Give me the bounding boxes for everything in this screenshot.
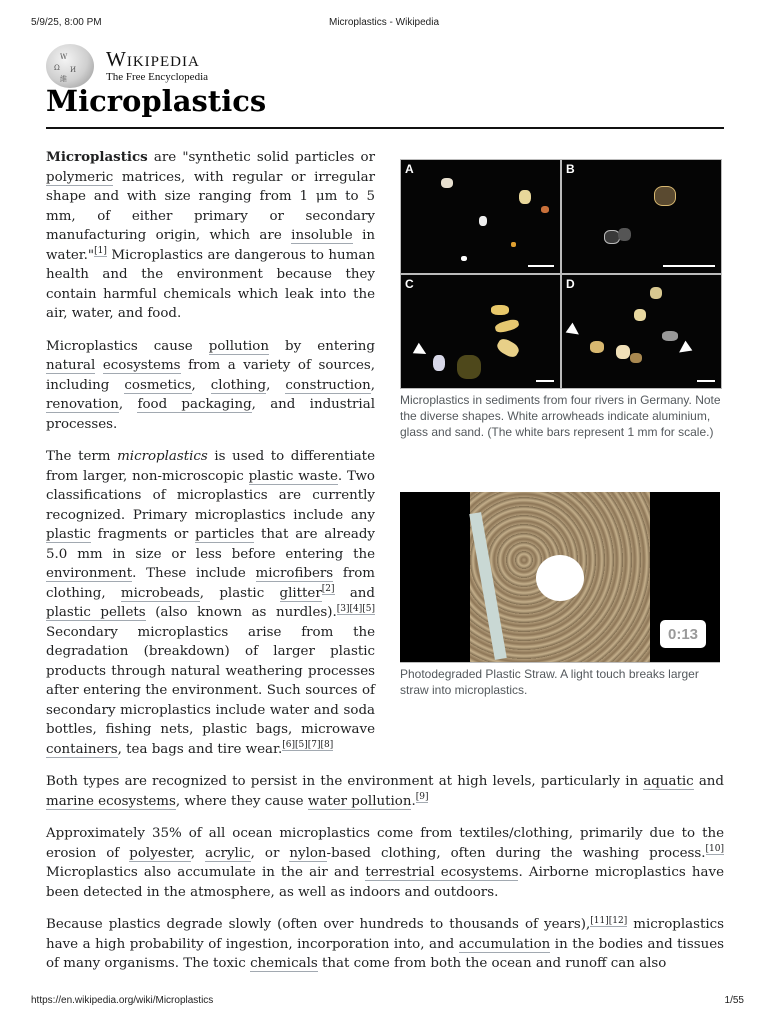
- link-ecosystems[interactable]: ecosystems: [102, 358, 181, 373]
- text: , tea bags and tire wear.: [117, 741, 283, 757]
- print-page-number: 1/55: [724, 995, 744, 1006]
- text: that are already 5.0 mm in size or less before entering the: [46, 527, 375, 562]
- microscopy-image[interactable]: [400, 159, 722, 389]
- bold-term: Microplastics: [46, 149, 148, 165]
- text: matrices, with regular or irregular shape and with size ranging from 1 μm to 5 mm, of either primary or secondary manufacturing origin, which are: [46, 169, 375, 243]
- link-particles[interactable]: particles: [195, 527, 255, 542]
- panel-a: [401, 160, 560, 273]
- link-aquatic[interactable]: aquatic: [643, 774, 694, 789]
- text: by entering: [268, 338, 376, 354]
- link-microbeads[interactable]: microbeads: [120, 585, 200, 601]
- print-header: [0, 17, 768, 31]
- paragraph-textiles: [46, 824, 724, 902]
- text: Microplastics are dangerous to human health and the environment because they contain harmful chemicals which leak into the air, water, and food.: [46, 247, 375, 321]
- link-water-pollution[interactable]: water pollution: [307, 793, 412, 809]
- ref-5[interactable]: [5]: [362, 603, 375, 614]
- link-acrylic[interactable]: acrylic: [205, 845, 251, 861]
- text: Because plastics degrade slowly (often over hundreds to thousands of years),: [46, 917, 591, 932]
- link-plastic-waste[interactable]: plastic waste: [248, 468, 338, 484]
- text: , plastic: [199, 585, 280, 601]
- video-caption: Photodegraded Plastic Straw. A light touch breaks larger straw into microplastics.: [400, 667, 699, 697]
- title-divider: [46, 127, 724, 129]
- text: Approximately 35% of all ocean microplastics come from textiles/clothing, primarily due to the erosion of: [46, 826, 724, 861]
- link-accumulation[interactable]: accumulation: [458, 936, 551, 952]
- text: , and industrial processes.: [46, 397, 375, 432]
- text: .: [411, 793, 416, 809]
- link-plastic[interactable]: plastic: [46, 527, 91, 542]
- ref-11[interactable]: [11]: [590, 915, 609, 926]
- link-insoluble[interactable]: insoluble: [291, 228, 353, 243]
- link-polymeric[interactable]: polymeric: [46, 169, 114, 185]
- text: Both types are recognized to persist in the environment at high levels, particularly in: [46, 774, 644, 789]
- text: ,: [370, 377, 376, 393]
- text: are "synthetic solid particles or: [147, 150, 375, 165]
- figure-photodegraded-straw: [400, 492, 722, 698]
- figure-sediment-microplastics: [400, 159, 722, 440]
- ref-8[interactable]: [8]: [320, 740, 334, 751]
- text: and: [693, 774, 724, 789]
- text: . These include: [132, 566, 256, 581]
- ref-7[interactable]: [7]: [307, 740, 321, 751]
- link-marine-ecosystems[interactable]: marine ecosystems: [46, 793, 176, 809]
- page-title: Microplastics: [46, 84, 267, 118]
- print-url: https://en.wikipedia.org/wiki/Microplastics: [31, 995, 214, 1006]
- panel-c: [401, 275, 560, 388]
- ref-12[interactable]: [12]: [608, 915, 628, 926]
- panel-b: [562, 160, 721, 273]
- ref-10[interactable]: [10]: [705, 844, 725, 855]
- wordmark-title: Wikipedia: [106, 47, 200, 71]
- link-environment[interactable]: environment: [46, 566, 133, 581]
- text: ,: [118, 397, 138, 412]
- ref-4[interactable]: [4]: [349, 603, 363, 614]
- ref-9[interactable]: [9]: [415, 792, 429, 803]
- paragraph-persistence: [46, 772, 724, 811]
- paragraph-intro: [46, 148, 375, 324]
- paragraph-classifications: [46, 447, 375, 759]
- print-datetime: 5/9/25, 8:00 PM: [31, 17, 102, 28]
- print-page-title: Microplastics - Wikipedia: [328, 17, 440, 28]
- text: . Two classifications of microplastics are currently recognized. Primary microplastics include any: [46, 468, 375, 523]
- text: fragments or: [90, 527, 196, 542]
- video-player[interactable]: [400, 492, 720, 663]
- link-chemicals[interactable]: chemicals: [250, 956, 318, 971]
- link-containers[interactable]: containers: [46, 741, 118, 757]
- link-microfibers[interactable]: microfibers: [255, 566, 334, 581]
- text: microplastics have a high probability of ingestion, incorporation into, and: [46, 917, 724, 952]
- text: Microplastics also accumulate in the air and: [46, 865, 366, 880]
- panel-label: A: [405, 162, 414, 176]
- ref-2[interactable]: [2]: [321, 584, 335, 595]
- link-plastic-pellets[interactable]: plastic pellets: [46, 605, 146, 620]
- ref-6[interactable]: [6]: [282, 740, 295, 751]
- text: ,: [191, 377, 211, 393]
- wikipedia-globe-icon: W Ω И 維: [46, 44, 94, 88]
- text: Secondary microplastics arise from the degradation (breakdown) of larger plastic products through natural weathering processes after entering the environment. Such sources of secondary microplastics include water and soda bottles, fishing nets, plastic bags, microwave: [46, 624, 375, 737]
- panel-label: C: [405, 277, 414, 291]
- ref-5b[interactable]: [5]: [294, 740, 308, 751]
- text: is used to differentiate from larger, non-microscopic: [46, 449, 375, 484]
- link-glitter[interactable]: glitter: [279, 585, 322, 601]
- text: that come from both the ocean and runoff can also: [317, 956, 667, 971]
- paragraph-degradation: [46, 915, 724, 974]
- link-natural[interactable]: natural: [46, 358, 96, 373]
- wikipedia-logo[interactable]: [46, 44, 208, 88]
- link-cosmetics[interactable]: cosmetics: [124, 377, 192, 393]
- link-terrestrial-ecosystems[interactable]: terrestrial ecosystems: [365, 865, 519, 880]
- link-nylon[interactable]: nylon: [289, 845, 327, 861]
- text: Microplastics cause: [46, 338, 209, 354]
- text: , where they cause: [175, 793, 308, 809]
- paragraph-sources: [46, 337, 375, 435]
- link-clothing[interactable]: clothing: [210, 377, 267, 393]
- play-icon[interactable]: [536, 555, 584, 601]
- text: in water.": [46, 228, 375, 263]
- ref-3[interactable]: [3]: [336, 603, 350, 614]
- ref-1[interactable]: [1]: [94, 246, 107, 257]
- link-renovation[interactable]: renovation: [46, 397, 119, 412]
- text: , or: [250, 845, 290, 861]
- link-construction[interactable]: construction: [285, 377, 371, 393]
- panel-d: [562, 275, 721, 388]
- text: in the bodies and tissues of many organisms. The toxic: [46, 936, 724, 971]
- text: -based clothing, often during the washing process.: [326, 845, 706, 861]
- text: (also known as nurdles).: [145, 605, 337, 620]
- video-duration: 0:13: [660, 620, 706, 648]
- wordmark: [106, 49, 208, 83]
- link-food-packaging[interactable]: food packaging: [137, 397, 252, 412]
- text: [95, 358, 103, 373]
- text: The term: [46, 449, 118, 464]
- text: and: [334, 585, 376, 601]
- figure-caption: Microplastics in sediments from four rivers in Germany. Note the diverse shapes. White arrowheads indicate aluminium, glass and sand. (The white bars represent 1 mm for scale.): [400, 393, 721, 439]
- print-footer: [0, 995, 768, 1009]
- text: from clothing,: [46, 566, 375, 601]
- text: . Airborne microplastics have been detected in the atmosphere, as well as indoors and outdoors.: [46, 865, 724, 900]
- panel-label: B: [566, 162, 575, 176]
- text: ,: [266, 377, 286, 393]
- link-pollution[interactable]: pollution: [208, 338, 269, 354]
- text: ,: [190, 845, 206, 861]
- text: from a variety of sources, including: [46, 358, 376, 393]
- italic-term: microplastics: [117, 449, 208, 464]
- link-polyester[interactable]: polyester: [129, 845, 191, 861]
- panel-label: D: [566, 277, 575, 291]
- wordmark-tagline: The Free Encyclopedia: [106, 71, 209, 83]
